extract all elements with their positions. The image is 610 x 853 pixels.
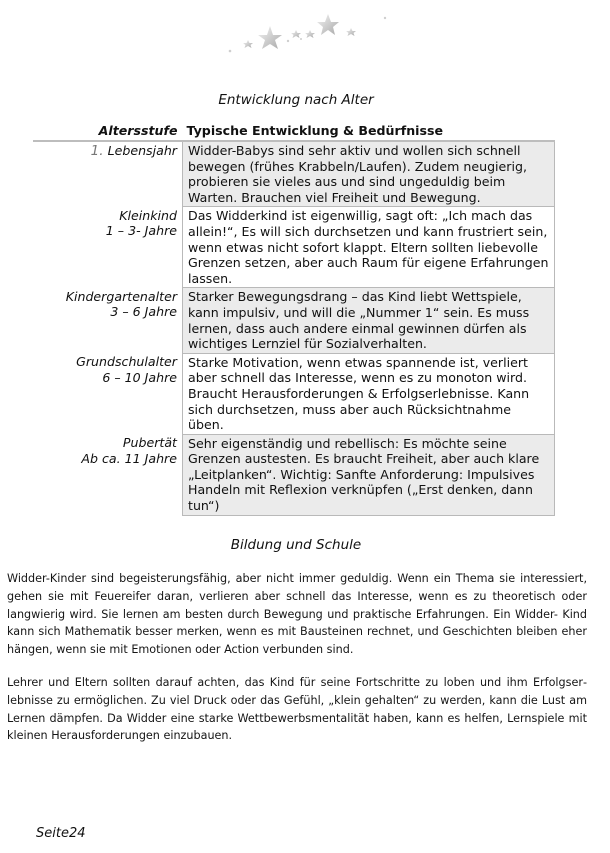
description-cell: Sehr eigenständig und rebellisch: Es möchte seine Grenzen austesten. Es braucht Freiheit, aber auch klare „Leitplanken“. Wichtig: Sanfte Anforderung: Impulsives Handeln mit Reflexion verknüpfen („Erst denken, dann tun“) bbox=[183, 434, 555, 515]
age-cell: Pubertät Ab ca. 11 Jahre bbox=[81, 435, 177, 466]
section-title-bildung: Bildung und Schule bbox=[230, 537, 362, 553]
age-cell: Kleinkind 1 – 3- Jahre bbox=[105, 207, 177, 239]
page-number: Seite24 bbox=[36, 826, 86, 841]
table-row bbox=[33, 434, 555, 515]
table-row bbox=[33, 141, 555, 207]
development-table bbox=[33, 122, 555, 516]
description-cell: Widder-Babys sind sehr aktiv und wollen sich schnell bewegen (frühes Krabbeln/Laufen). Zudem neugierig, probieren sie vieles aus und sind ungeduldig beim Warten. Brauchen viel Freiheit und Bewegung. bbox=[183, 141, 555, 207]
table-row bbox=[33, 353, 555, 434]
table-row bbox=[33, 207, 555, 288]
age-cell: 1. Lebensjahr bbox=[90, 143, 177, 159]
table-header-row bbox=[33, 122, 555, 141]
age-cell: Grundschulalter 6 – 10 Jahre bbox=[76, 354, 177, 385]
paragraph: Lehrer und Eltern sollten darauf achten, das Kind für seine Fortschritte zu loben und ihm Erfolgserlebnisse zu ermöglichen. Zu viel Druck oder das Gefühl, „klein gehalten“ zu werden, kann die Lust am Lernen dämpfen. Da Widder eine starke Wettbewerbsmentalität haben, kann es helfen, Lernspiele mit kleinen Herausforderungen einzubauen. bbox=[7, 676, 587, 743]
description-cell: Starke Motivation, wenn etwas spannende ist, verliert aber schnell das Interesse, wenn es zu monoton wird. Braucht Herausforderungen & Erfolgserlebnisse. Kann sich durchsetzen, muss aber auch Rücksichtnahme üben. bbox=[183, 353, 555, 434]
header-altersstufe: Altersstufe bbox=[98, 123, 178, 138]
table-row bbox=[33, 288, 555, 353]
paragraph: Widder-Kinder sind begeisterungsfähig, aber nicht immer geduldig. Wenn ein Thema sie interessiert, gehen sie mit Feuereifer daran, verlieren aber schnell das Interesse, wenn es zu theoretisch oder langwierig wird. Sie lernen am besten durch Bewegung und praktische Erfahrungen. Ein Widder- Kind kann sich Mathematik besser merken, wenn es mit Bausteinen rechnet, und Geschichten bleiben eher hängen, wenn sie mit Emotionen oder Action verbunden sind. bbox=[7, 572, 587, 657]
section-title-entwicklung: Entwicklung nach Alter bbox=[218, 92, 374, 108]
header-entwicklung: Typische Entwicklung & Bedürfnisse bbox=[186, 123, 444, 138]
age-cell: Kindergartenalter 3 – 6 Jahre bbox=[65, 288, 177, 320]
stars-icon bbox=[220, 4, 400, 54]
description-cell: Das Widderkind ist eigenwillig, sagt oft: „Ich mach das allein!“, Es will sich durchsetzen und kann frustriert sein, wenn etwas nicht sofort klappt. Eltern sollten liebevolle Grenzen setzen, aber auch Raum für eigene Erfahrungen lassen. bbox=[183, 207, 555, 288]
description-cell: Starker Bewegungsdrang – das Kind liebt Wettspiele, kann impulsiv, und will die „Nummer 1“ sein. Es muss lernen, dass auch andere einmal gewinnen dürfen als wichtiges Lernziel für Sozialverhalten. bbox=[183, 288, 555, 353]
